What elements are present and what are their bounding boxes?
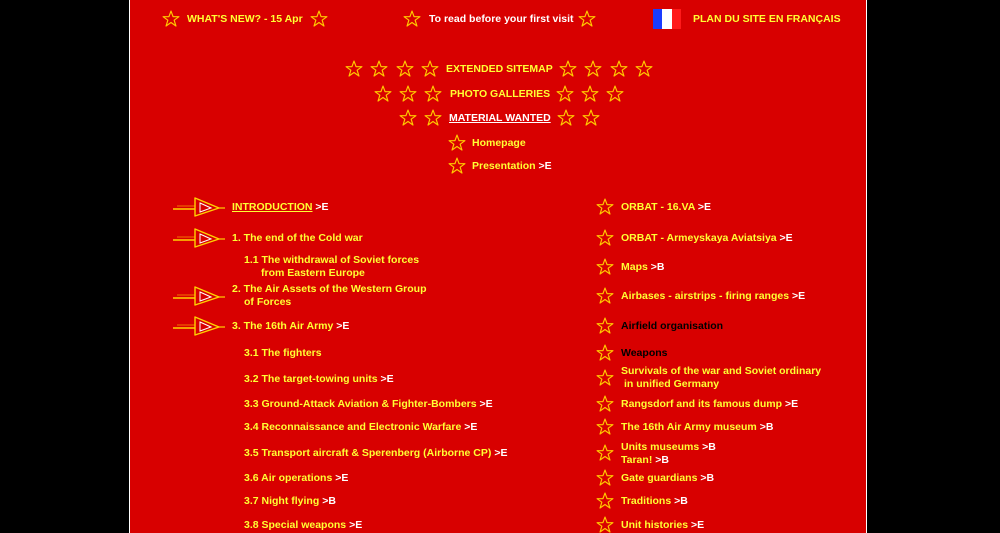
star-icon — [448, 157, 466, 175]
french-flag-icon[interactable] — [653, 9, 681, 29]
night-flying-link[interactable]: 3.7 Night flying — [244, 495, 320, 507]
unit-histories-link[interactable]: Unit histories — [621, 519, 689, 531]
orbat-16va-suffix: >E — [697, 201, 711, 213]
star-icon — [421, 60, 439, 78]
star-icon — [448, 134, 466, 152]
withdrawal-link[interactable] — [244, 254, 419, 280]
traditions-link[interactable]: Traditions — [621, 495, 672, 507]
star-icon — [556, 85, 574, 103]
read-before-link[interactable]: To read before your first visit — [429, 13, 574, 25]
whats-new-link[interactable]: WHAT'S NEW? - 15 Apr — [187, 13, 303, 25]
star-icon — [578, 10, 596, 28]
ground-attack-entry — [244, 398, 493, 410]
airbases-link[interactable]: Airbases - airstrips - firing ranges — [621, 290, 790, 302]
orbat-aa-suffix: >E — [779, 232, 793, 244]
homepage-link[interactable]: Homepage — [472, 137, 526, 149]
jet-plane-icon — [173, 285, 225, 307]
plan-du-site-link[interactable]: PLAN DU SITE EN FRANÇAIS — [693, 13, 841, 25]
withdrawal-line2: from Eastern Europe — [261, 267, 365, 279]
maps-link[interactable]: Maps — [621, 261, 648, 273]
special-weapons-link[interactable]: 3.8 Special weapons — [244, 519, 347, 531]
gate-guardians-suffix: >B — [700, 472, 715, 484]
star-icon — [162, 10, 180, 28]
orbat-16va-link[interactable]: ORBAT - 16.VA — [621, 201, 695, 213]
jet-plane-icon — [173, 196, 225, 218]
air-ops-entry — [244, 472, 348, 484]
rangsdorf-link[interactable]: Rangsdorf and its famous dump — [621, 398, 783, 410]
unit-histories-entry — [621, 519, 704, 531]
museum-entry — [621, 421, 773, 433]
units-museums-suffix: >B — [702, 441, 716, 453]
recon-entry — [244, 421, 477, 433]
air-assets-link[interactable] — [232, 283, 426, 309]
rangsdorf-entry — [621, 398, 798, 410]
weapons-label: Weapons — [621, 347, 668, 359]
ground-attack-link[interactable]: 3.3 Ground-Attack Aviation & Fighter-Bombers — [244, 398, 477, 410]
air-assets-line2: of Forces — [244, 296, 292, 308]
units-museums-entry — [621, 441, 716, 467]
page-container — [129, 0, 867, 533]
rangsdorf-suffix: >E — [784, 398, 799, 410]
star-icon — [596, 344, 614, 362]
star-icon — [596, 469, 614, 487]
star-icon — [596, 395, 614, 413]
units-museums-link[interactable]: Units museums — [621, 441, 700, 453]
gate-guardians-entry — [621, 472, 714, 484]
star-icon — [596, 198, 614, 216]
transport-link[interactable]: 3.5 Transport aircraft & Sperenberg (Airborne CP) — [244, 447, 492, 459]
star-icon — [596, 516, 614, 533]
gate-guardians-link[interactable]: Gate guardians — [621, 472, 698, 484]
star-icon — [582, 109, 600, 127]
star-icon — [596, 287, 614, 305]
taran-link[interactable]: Taran! — [621, 454, 653, 466]
recon-link[interactable]: 3.4 Reconnaissance and Electronic Warfare — [244, 421, 462, 433]
transport-suffix: >E — [494, 447, 508, 459]
star-icon — [396, 60, 414, 78]
airbases-entry — [621, 290, 805, 302]
star-icon — [596, 492, 614, 510]
introduction-suffix: >E — [315, 201, 329, 213]
presentation-entry — [472, 160, 552, 172]
transport-entry — [244, 447, 507, 459]
recon-suffix: >E — [464, 421, 478, 433]
jet-plane-icon — [173, 315, 225, 337]
museum-link[interactable]: The 16th Air Army museum — [621, 421, 757, 433]
jet-plane-icon — [173, 227, 225, 249]
introduction-link[interactable]: INTRODUCTION — [232, 201, 313, 213]
star-icon — [559, 60, 577, 78]
star-icon — [424, 85, 442, 103]
air-army-link[interactable]: 3. The 16th Air Army — [232, 320, 334, 332]
star-icon — [596, 229, 614, 247]
target-towing-entry — [244, 373, 394, 385]
museum-suffix: >B — [759, 421, 774, 433]
orbat-16va-entry — [621, 201, 711, 213]
survivals-line2: in unified Germany — [624, 378, 720, 390]
star-icon — [403, 10, 421, 28]
star-icon — [374, 85, 392, 103]
photo-galleries-link[interactable]: PHOTO GALLERIES — [450, 88, 551, 100]
presentation-suffix: >E — [538, 160, 552, 172]
air-ops-suffix: >E — [335, 472, 349, 484]
star-icon — [596, 444, 614, 462]
star-icon — [596, 369, 614, 387]
star-icon — [635, 60, 653, 78]
night-flying-entry — [244, 495, 336, 507]
star-icon — [399, 109, 417, 127]
star-icon — [581, 85, 599, 103]
star-icon — [606, 85, 624, 103]
maps-suffix: >B — [650, 261, 665, 273]
star-icon — [424, 109, 442, 127]
orbat-aa-link[interactable]: ORBAT - Armeyskaya Aviatsiya — [621, 232, 777, 244]
introduction-entry — [232, 201, 329, 213]
star-icon — [557, 109, 575, 127]
taran-suffix: >B — [655, 454, 669, 466]
star-icon — [310, 10, 328, 28]
target-towing-suffix: >E — [380, 373, 394, 385]
orbat-aa-entry — [621, 232, 793, 244]
star-icon — [610, 60, 628, 78]
air-ops-link[interactable]: 3.6 Air operations — [244, 472, 333, 484]
material-wanted-link[interactable]: MATERIAL WANTED — [449, 112, 551, 124]
withdrawal-line1: 1.1 The withdrawal of Soviet forces — [244, 254, 420, 266]
star-icon — [596, 317, 614, 335]
star-icon — [370, 60, 388, 78]
special-weapons-entry — [244, 519, 362, 531]
traditions-suffix: >B — [674, 495, 688, 507]
air-assets-line1: 2. The Air Assets of the Western Group — [232, 283, 427, 295]
end-cold-war-link[interactable]: 1. The end of the Cold war — [232, 232, 363, 244]
star-icon — [345, 60, 363, 78]
extended-sitemap-link[interactable]: EXTENDED SITEMAP — [446, 63, 553, 75]
airbases-suffix: >E — [791, 290, 806, 302]
target-towing-link[interactable]: 3.2 The target-towing units — [244, 373, 378, 385]
airfield-org-label: Airfield organisation — [621, 320, 724, 332]
star-icon — [584, 60, 602, 78]
night-flying-suffix: >B — [322, 495, 336, 507]
survivals-link[interactable] — [621, 365, 821, 391]
star-icon — [596, 418, 614, 436]
maps-entry — [621, 261, 664, 273]
air-army-suffix: >E — [336, 320, 350, 332]
unit-histories-suffix: >E — [691, 519, 705, 531]
star-icon — [596, 258, 614, 276]
special-weapons-suffix: >E — [349, 519, 363, 531]
presentation-link[interactable]: Presentation — [472, 160, 536, 172]
ground-attack-suffix: >E — [479, 398, 493, 410]
fighters-link[interactable]: 3.1 The fighters — [244, 347, 322, 359]
star-icon — [399, 85, 417, 103]
air-army-entry — [232, 320, 349, 332]
survivals-line1: Survivals of the war and Soviet ordinary — [621, 365, 822, 377]
traditions-entry — [621, 495, 688, 507]
